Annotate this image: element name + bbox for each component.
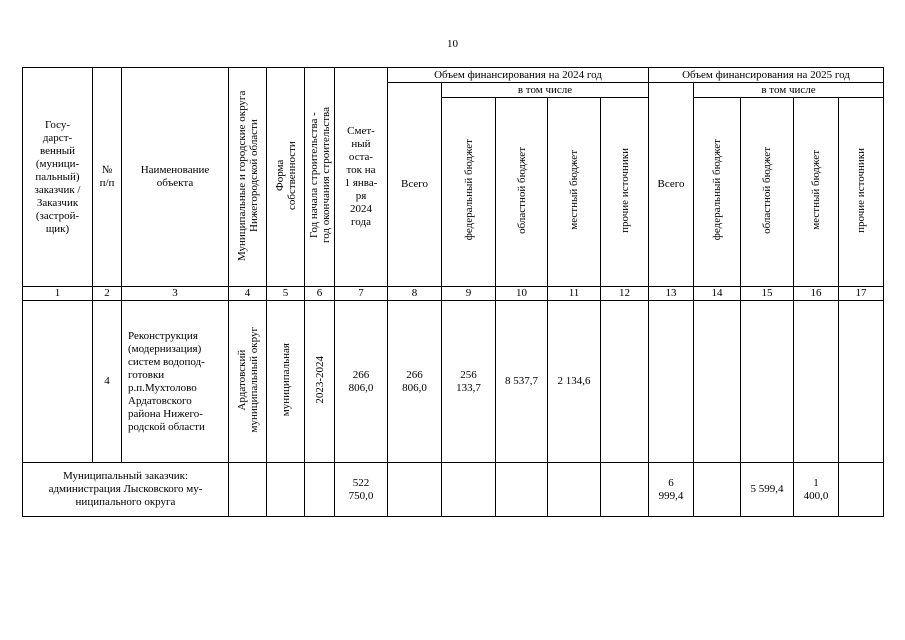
column-number: 8: [388, 287, 442, 301]
total-row-federal-2024: [442, 463, 496, 517]
row-local-2025: [794, 301, 839, 463]
header-estimated-balance: Смет- ный оста- ток на 1 янва- ря 2024 года: [335, 68, 388, 287]
row-total-2024: 266 806,0: [388, 301, 442, 463]
table-row: [23, 301, 884, 463]
total-row-label: Муниципальный заказчик: администрация Лысковского му- ниципального округа: [23, 463, 229, 517]
row-other-2024: [601, 301, 649, 463]
header-total-2024: Всего: [388, 83, 442, 287]
header-ownership: Форма собственности: [267, 68, 305, 287]
row-estimated-balance: 266 806,0: [335, 301, 388, 463]
row-total-2025: [649, 301, 694, 463]
column-number: 3: [122, 287, 229, 301]
column-number: 1: [23, 287, 93, 301]
row-local-2024: 2 134,6: [548, 301, 601, 463]
column-number: 14: [694, 287, 741, 301]
total-row-other-2025: [839, 463, 884, 517]
column-number: 6: [305, 287, 335, 301]
total-row-regional-2024: [496, 463, 548, 517]
row-customer: [23, 301, 93, 463]
row-regional-2025: [741, 301, 794, 463]
total-row-federal-2025: [694, 463, 741, 517]
header-funding-2025: Объем финансирования на 2025 год: [649, 68, 884, 83]
total-row-years: [305, 463, 335, 517]
header-federal-2025: федеральный бюджет: [694, 98, 741, 287]
total-row-local-2024: [548, 463, 601, 517]
header-funding-2024: Объем финансирования на 2024 год: [388, 68, 649, 83]
header-including-2024: в том числе: [442, 83, 649, 98]
header-municipalities: Муниципальные и городские округа Нижегородской области: [229, 68, 267, 287]
column-number: 4: [229, 287, 267, 301]
header-other-2024: прочие источники: [601, 98, 649, 287]
header-local-2025: местный бюджет: [794, 98, 839, 287]
row-federal-2025: [694, 301, 741, 463]
header-regional-2025: областной бюджет: [741, 98, 794, 287]
column-number: 13: [649, 287, 694, 301]
row-federal-2024: 256 133,7: [442, 301, 496, 463]
total-row-municipality: [229, 463, 267, 517]
page-number: 10: [447, 38, 458, 50]
total-row-local-2025: 1 400,0: [794, 463, 839, 517]
header-including-2025: в том числе: [694, 83, 884, 98]
column-number: 7: [335, 287, 388, 301]
column-number: 10: [496, 287, 548, 301]
column-number: 12: [601, 287, 649, 301]
total-row-estimated-balance: 522 750,0: [335, 463, 388, 517]
header-regional-2024: областной бюджет: [496, 98, 548, 287]
column-number: 16: [794, 287, 839, 301]
row-years: 2023-2024: [305, 301, 335, 463]
total-row-total-2025: 6 999,4: [649, 463, 694, 517]
header-years: Год начала строительства - год окончания строительства: [305, 68, 335, 287]
column-numbers-row: [23, 287, 884, 301]
header-local-2024: местный бюджет: [548, 98, 601, 287]
column-number: 2: [93, 287, 122, 301]
header-federal-2024: федеральный бюджет: [442, 98, 496, 287]
total-row-regional-2025: 5 599,4: [741, 463, 794, 517]
row-object-name: Реконструкция (модернизация) систем водопод- готовки р.п.Мухтолово Ардатовского района Нижего- родской области: [122, 301, 229, 463]
total-row-total-2024: [388, 463, 442, 517]
total-row-ownership: [267, 463, 305, 517]
row-other-2025: [839, 301, 884, 463]
column-number: 15: [741, 287, 794, 301]
header-object-name: Наименование объекта: [122, 68, 229, 287]
total-row: [23, 463, 884, 517]
column-number: 17: [839, 287, 884, 301]
header-num: № п/п: [93, 68, 122, 287]
column-number: 11: [548, 287, 601, 301]
total-row-other-2024: [601, 463, 649, 517]
financing-table: [22, 67, 884, 517]
header-total-2025: Всего: [649, 83, 694, 287]
row-num: 4: [93, 301, 122, 463]
header-customer: Госу- дарст- венный (муници- пальный) заказчик / Заказчик (застрой- щик): [23, 68, 93, 287]
header-other-2025: прочие источники: [839, 98, 884, 287]
row-regional-2024: 8 537,7: [496, 301, 548, 463]
column-number: 5: [267, 287, 305, 301]
row-municipality: Ардатовский муниципальный округ: [229, 301, 267, 463]
row-ownership: муниципальная: [267, 301, 305, 463]
column-number: 9: [442, 287, 496, 301]
